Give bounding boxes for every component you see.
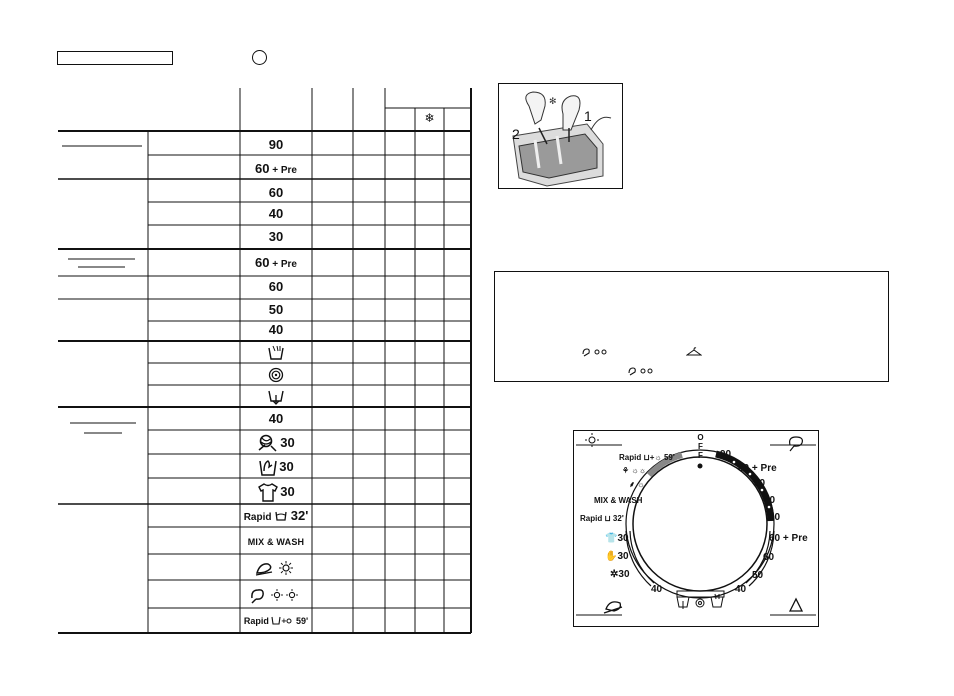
dispenser-label-1: 1	[584, 108, 592, 124]
dial-off-label[interactable]: OFF	[696, 433, 705, 460]
dial-cotton-double-sun[interactable]: ⚘ ☼☼	[622, 466, 647, 475]
leaf-icon	[257, 563, 271, 572]
info-box	[494, 271, 889, 382]
handwash-icon	[258, 457, 278, 477]
rapid-59: Rapid + 59'	[243, 616, 309, 626]
dial-40-special[interactable]: 40	[651, 584, 663, 595]
dial-wool-icon: ✲	[610, 569, 619, 580]
svg-text:✻: ✻	[549, 97, 557, 107]
dial-leaf-icon	[604, 602, 622, 613]
dial-graphic	[574, 431, 818, 626]
shirt-30: 30	[240, 479, 312, 504]
temp-60: 60	[268, 185, 284, 200]
cotton-double-sun-icon	[581, 347, 609, 357]
dial-triangle-icon	[790, 599, 802, 611]
rapid-32: Rapid 32'	[243, 508, 309, 523]
dial-handwash-icon: ✋	[605, 551, 618, 562]
wool-30: 30	[240, 431, 312, 454]
dispenser-label-2: 2	[512, 126, 520, 142]
cotton-double-sun	[240, 581, 312, 608]
dial-delicate-sun[interactable]: ⸙ ☼	[629, 480, 645, 489]
special-40: 40	[268, 411, 284, 426]
dial-40-synthetic[interactable]: 40	[735, 584, 747, 595]
dial-60[interactable]: 60	[754, 478, 766, 489]
dispenser-illustration	[498, 83, 623, 189]
temp-90: 90	[268, 137, 284, 152]
dial-handwash-30[interactable]: ✋30	[605, 551, 629, 562]
dial-60-synthetic[interactable]: 60	[763, 552, 775, 563]
dial-mix-wash[interactable]: MIX & WASH	[594, 496, 643, 505]
temp-60-synthetic: 60	[268, 279, 284, 294]
delicate-sun	[240, 555, 312, 580]
dial-rapid-59[interactable]: Rapid ⊔+☼ 59'	[619, 453, 675, 462]
drain-icon	[240, 386, 312, 407]
temp-50: 50	[268, 302, 284, 317]
temp-30: 30	[268, 229, 284, 244]
svg-text:+: +	[281, 617, 288, 625]
tub-icon	[275, 511, 287, 521]
temp-60-pre: 60 + Pre	[255, 161, 297, 176]
dial-wool-30[interactable]: ✲30	[610, 569, 630, 580]
spin-icon	[240, 364, 312, 385]
dial-30[interactable]: 30	[769, 512, 781, 523]
cotton-double-sun-icon-2	[627, 366, 655, 376]
snowflake-icon: ❄	[424, 111, 435, 125]
dial-90[interactable]: 90	[720, 449, 732, 460]
mix-wash: MIX & WASH	[247, 537, 305, 547]
temp-40-synthetic: 40	[268, 322, 284, 337]
dial-rapid-32[interactable]: Rapid ⊔ 32'	[580, 514, 624, 523]
temp-60-pre-synthetic: 60 + Pre	[255, 255, 297, 270]
dial-shirt-icon: 👕	[605, 533, 618, 544]
temp-40: 40	[268, 206, 284, 221]
cotton-icon	[252, 589, 263, 602]
rinse-icon	[240, 343, 312, 363]
dial-60-pre-synthetic[interactable]: 60 + Pre	[769, 533, 808, 544]
program-dial[interactable]	[573, 430, 819, 627]
dial-40[interactable]: 40	[764, 495, 776, 506]
hanger-icon	[686, 347, 702, 356]
dial-50[interactable]: 50	[752, 570, 764, 581]
handwash-30: 30	[240, 455, 312, 478]
shirt-icon	[257, 482, 279, 502]
wool-icon	[257, 433, 279, 453]
dial-cotton-icon	[790, 437, 803, 451]
dial-shirt-30[interactable]: 👕30	[605, 533, 629, 544]
sun-icon	[279, 561, 293, 575]
dial-60-pre[interactable]: 60 + Pre	[738, 463, 777, 474]
